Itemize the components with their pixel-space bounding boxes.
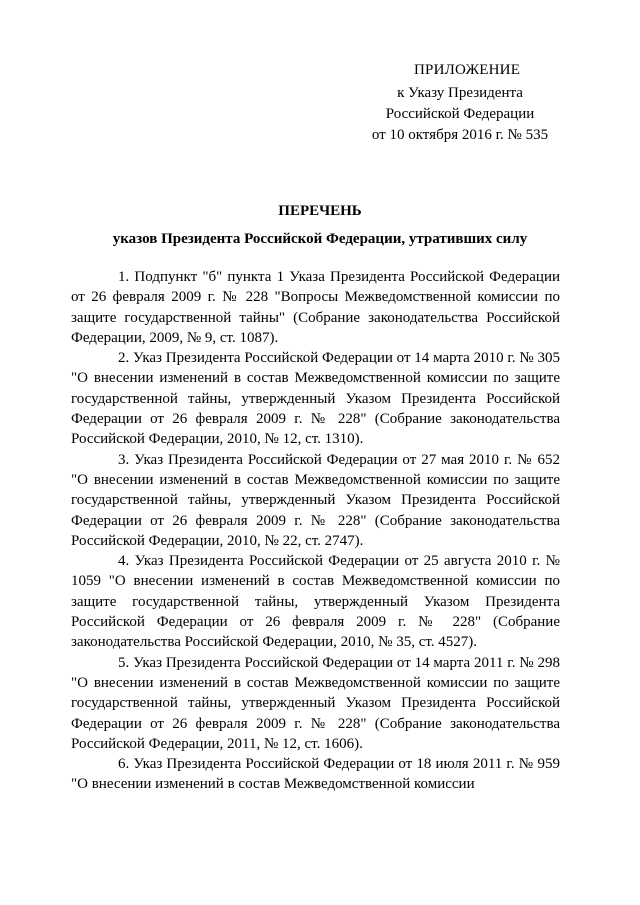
decree-list [71, 267, 560, 795]
list-item: 6. Указ Президента Российской Федерации от 18 июля 2011 г. № 959 "О внесении изменений в состав Межведомственной комиссии [71, 756, 560, 793]
appendix-header: ПРИЛОЖЕНИЕ [414, 62, 521, 78]
list-item: 4. Указ Президента Российской Федерации от 25 августа 2010 г. № 1059 "О внесении изменений в состав Межведомственной комиссии по защите государственной тайны, утвержденный Указом Президента Российской Федерации от 26 февраля 2009 г. № 228" (Собрание законодательства Российской Федерации, 2010, № 35, ст. 4527). [71, 553, 560, 651]
appendix-block [330, 60, 590, 146]
appendix-line-federation: Российской Федерации [385, 106, 535, 122]
appendix-line-decree: к Указу Президента [397, 85, 523, 101]
list-item: 5. Указ Президента Российской Федерации от 14 марта 2011 г. № 298 "О внесении изменений в состав Межведомственной комиссии по защите государственной тайны, утвержденный Указом Президента Российской Федерации от 26 февраля 2009 г. № 228" (Собрание законодательства Российской Федерации, 2011, № 12, ст. 1606). [71, 654, 560, 752]
document-heading: ПЕРЕЧЕНЬ [278, 203, 362, 219]
appendix-line-date: от 10 октября 2016 г. № 535 [371, 127, 549, 143]
list-item: 2. Указ Президента Российской Федерации от 14 марта 2010 г. № 305 "О внесении изменений в состав Межведомственной комиссии по защите государственной тайны, утвержденный Указом Президента Российской Федерации от 26 февраля 2009 г. № 228" (Собрание законодательства Российской Федерации, 2010, № 12, ст. 1310). [71, 350, 560, 448]
title-block [70, 201, 570, 250]
list-item: 1. Подпункт "б" пункта 1 Указа Президента Российской Федерации от 26 февраля 2009 г. № 228 "Вопросы Межведомственной комиссии по защите государственной тайны" (Собрание законодательства Российской Федерации, 2009, № 9, ст. 1087). [71, 269, 560, 346]
list-item: 3. Указ Президента Российской Федерации от 27 мая 2010 г. № 652 "О внесении изменений в состав Межведомственной комиссии по защите государственной тайны, утвержденный Указом Президента Российской Федерации от 26 февраля 2009 г. № 228" (Собрание законодательства Российской Федерации, 2010, № 22, ст. 2747). [71, 451, 560, 549]
document-subheading: указов Президента Российской Федерации, утративших силу [112, 231, 528, 247]
